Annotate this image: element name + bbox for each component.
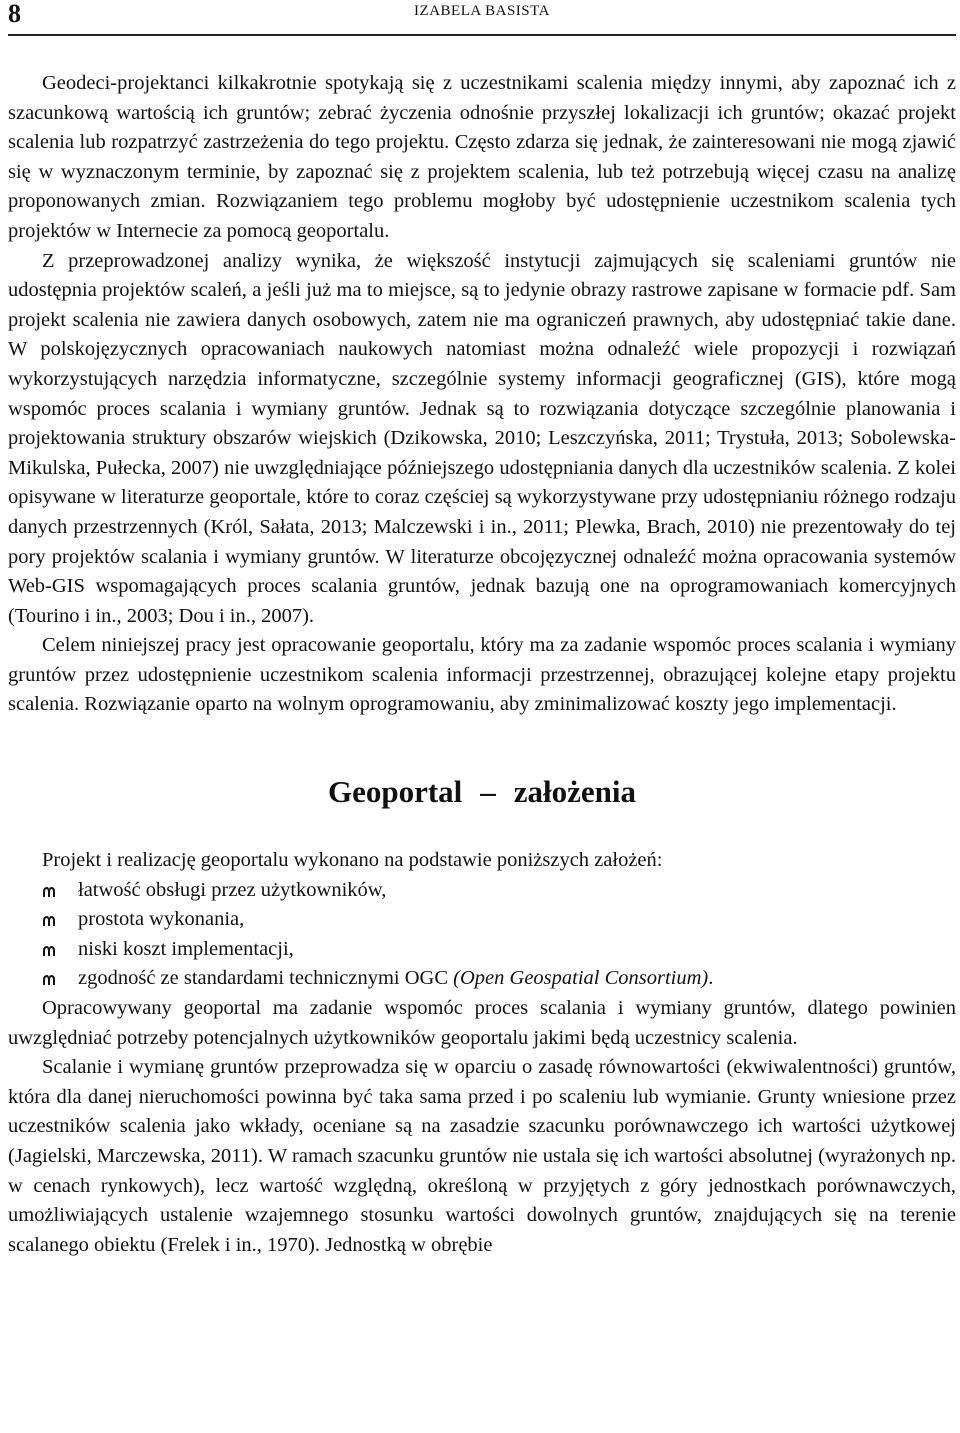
running-author: IZABELA BASISTA — [414, 3, 550, 19]
list-item-italic: (Open Geospatial Consortium) — [453, 967, 709, 990]
running-header — [8, 0, 956, 36]
section-heading-dash: – — [480, 774, 496, 810]
list-item — [42, 964, 956, 994]
list-item-text: zgodność ze standardami technicznymi OGC — [78, 967, 454, 990]
section-heading-right: założenia — [513, 774, 637, 810]
hollow-square-bullet-icon — [42, 974, 56, 986]
paragraph: Scalanie i wymianę gruntów przeprowadza się w oparciu o zasadę równowartości (ekwiwalentności) gruntów, która dla danej nieruchomości powinna być taka sama przed i po scaleniu lub wymianie. Grunty wniesione przez uczestników scalenia jako wkłady, oceniane są na zasadzie szacunku porównawczego ich wartości użytkowej (Jagielski, Marczewska, 2011). W ramach szacunku gruntów nie ustala się ich wartości absolutnej (wyrażonych np. w cenach rynkowych), lecz wartość względną, określoną w przyjętych z góry jednostkach porównawczych, umożliwiających ustalenie wzajemnego stosunku wartości dowolnych gruntów, znajdujących się na terenie scalanego obiektu (Frelek i in., 1970). Jednostką w obrębie — [8, 1056, 956, 1256]
hollow-square-bullet-icon — [42, 945, 56, 957]
list-item — [42, 935, 956, 965]
paragraph: Opracowywany geoportal ma zadanie wspomóc proces scalania i wymiany gruntów, dlatego powinien uwzględniać potrzeby potencjalnych użytkowników geoportalu jakimi będą uczestnicy scalenia. — [8, 997, 956, 1049]
list-item-text: prostota wykonania, — [78, 908, 245, 931]
list-item-tail: . — [708, 967, 714, 990]
assumptions-list — [8, 876, 956, 994]
section-heading — [8, 720, 956, 846]
page-number: 8 — [8, 0, 21, 28]
paragraph: Geodeci-projektanci kilkakrotnie spotykają się z uczestnikami scalenia między innymi, aby zapoznać ich z szacunkową wartością ich gruntów; zebrać życzenia odnośnie przyszłej lokalizacji ich gruntów; okazać projekt scalenia lub rozpatrzyć zastrzeżenia do tego projektu. Często zdarza się jednak, że zainteresowani nie mogą zjawić się w wyznaczonym terminie, by zapoznać się z projektem scalenia, lub też potrzebują więcej czasu na analizę proponowanych zmian. Rozwiązaniem tego problemu mogłoby być udostępnienie uczestnikom scalenia tych projektów w Internecie za pomocą geoportalu. — [8, 72, 956, 242]
paragraph: Celem niniejszej pracy jest opracowanie geoportalu, który ma za zadanie wspomóc proces scalania i wymiany gruntów przez udostępnienie uczestnikom scalenia informacji przestrzennej, obrazującej kolejne etapy projektu scalenia. Rozwiązanie oparto na wolnym oprogramowaniu, aby zminimalizować koszty jego implementacji. — [8, 634, 956, 716]
list-item-text: niski koszt implementacji, — [78, 937, 294, 960]
body-text — [8, 69, 956, 1260]
list-item — [42, 905, 956, 935]
assumptions-intro: Projekt i realizację geoportalu wykonano na podstawie poniższych założeń: — [42, 849, 663, 872]
section-heading-left: Geoportal — [327, 774, 463, 810]
paragraph: Z przeprowadzonej analizy wynika, że większość instytucji zajmujących się scaleniami gruntów nie udostępnia projektów scaleń, a jeśli już ma to miejsce, są to jedynie obrazy rastrowe zapisane w formacie pdf. Sam projekt scalenia nie zawiera danych osobowych, zatem nie ma ograniczeń prawnych, aby udostępniać takie dane. W polskojęzycznych opracowaniach naukowych natomiast można odnaleźć wiele propozycji i rozwiązań wykorzystujących narzędzia informatyczne, szczególnie systemy informacji geograficznej (GIS), które mogą wspomóc proces scalania i wymiany gruntów. Jednak są to rozwiązania dotyczące szczególnie planowania i projektowania struktury obszarów wiejskich (Dzikowska, 2010; Leszczyńska, 2011; Trystuła, 2013; Sobolewska-Mikulska, Pułecka, 2007) nie uwzględniające późniejszego udostępniania danych dla uczestników scalenia. Z kolei opisywane w literaturze geoportale, które to coraz częściej są wykorzystywane przy udostępnianiu różnego rodzaju danych przestrzennych (Król, Sałata, 2013; Malczewski i in., 2011; Plewka, Brach, 2010) nie prezentowały do tej pory projektów scalania i wymiany gruntów. W literaturze obcojęzycznej odnaleźć można opracowania systemów Web-GIS wspomagających proces scalania gruntów, jednak bazują one na oprogramowaniach komercyjnych (Tourino i in., 2003; Dou i in., 2007). — [8, 249, 956, 627]
document-page — [8, 0, 956, 1260]
list-item — [42, 876, 956, 906]
list-item-text: łatwość obsługi przez użytkowników, — [78, 878, 387, 901]
hollow-square-bullet-icon — [42, 886, 56, 898]
hollow-square-bullet-icon — [42, 915, 56, 927]
